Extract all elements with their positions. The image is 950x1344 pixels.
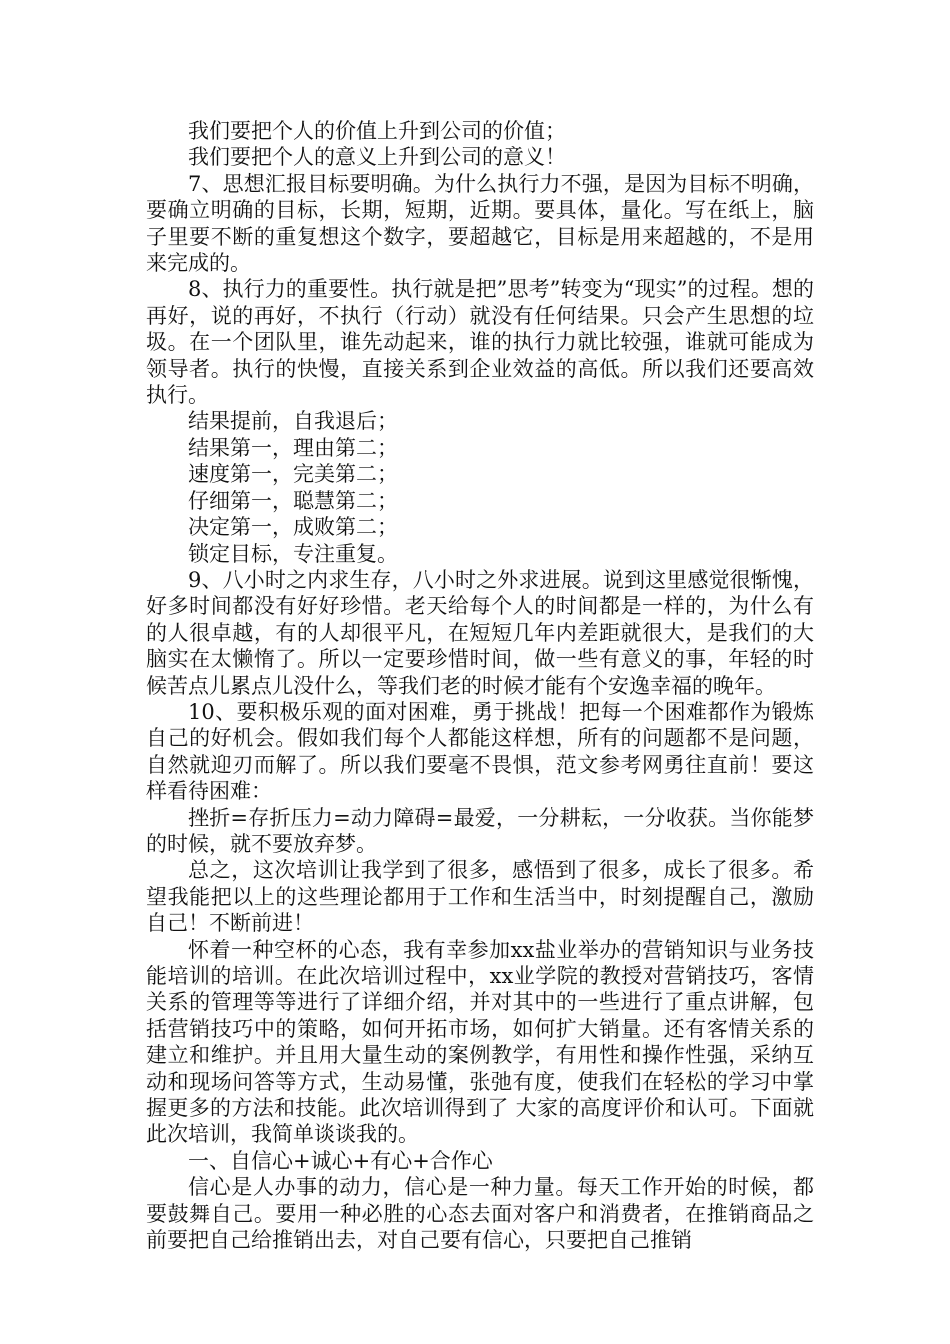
paragraph: 我们要把个人的价值上升到公司的价值； xyxy=(188,119,566,143)
paragraph: 决定第一，成败第二； xyxy=(188,515,398,540)
paragraph: 总之，这次培训让我学到了很多，感悟到了很多，成长了很多。希望我能把以上的这些理论都用于工作和生活当中，时刻提醒自己，激励自己！不断前进！ xyxy=(146,858,814,936)
paragraph: 10、要积极乐观的面对困难，勇于挑战！把每一个困难都作为锻炼自己的好机会。假如我们每个人都能这样想，所有的问题都不是问题，自然就迎刃而解了。所以我们要毫不畏惧，范文参考网勇往直前！要这样看待困难： xyxy=(146,699,814,804)
paragraph: 8、执行力的重要性。执行就是把”思考”转变为“现实”的过程。想的再好，说的再好，不执行（行动）就没有任何结果。只会产生思想的垃圾。在一个团队里，谁先动起来，谁的执行力就比较强，谁就可能成为领导者。执行的快慢，直接关系到企业效益的高低。所以我们还要高效执行。 xyxy=(146,277,814,408)
paragraph: 挫折=存折压力=动力障碍=最爱，一分耕耘，一分收获。当你能梦的时候，就不要放弃梦。 xyxy=(146,805,814,856)
paragraph: 结果第一，理由第二； xyxy=(188,435,398,460)
paragraph: 信心是人办事的动力，信心是一种力量。每天工作开始的时候，都要鼓舞自己。要用一种必胜的心态去面对客户和消费者，在推销商品之前要把自己给推销出去，对自己要有信心，只要把自己推销 xyxy=(146,1175,814,1253)
paragraph: 仔细第一，聪慧第二； xyxy=(188,488,398,513)
document-body xyxy=(146,118,814,1253)
paragraph: 9、八小时之内求生存，八小时之外求进展。说到这里感觉很惭愧，好多时间都没有好好珍惜。老天给每个人的时间都是一样的，为什么有的人很卓越，有的人却很平凡，在短短几年内差距就很大，是我们的大脑实在太懒惰了。所以一定要珍惜时间，做一些有意义的事，年轻的时候苦点儿累点儿没什么，等我们老的时候才能有个安逸幸福的晚年。 xyxy=(146,567,814,698)
paragraph: 怀着一种空杯的心态，我有幸参加xx盐业举办的营销知识与业务技能培训的培训。在此次培训过程中，xx业学院的教授对营销技巧，客情关系的管理等等进行了详细介绍，并对其中的一些进行了重点讲解，包括营销技巧中的策略，如何开拓市场，如何扩大销量。还有客情关系的建立和维护。并且用大量生动的案例教学，有用性和操作性强，采纳互动和现场问答等方式，生动易懂，张弛有度，使我们在轻松的学习中掌握更多的方法和技能。此次培训得到了 大家的高度评价和认可。下面就此次培训，我简单谈谈我的。 xyxy=(146,937,814,1147)
paragraph: 速度第一，完美第二； xyxy=(188,462,398,487)
paragraph: 结果提前，自我退后； xyxy=(188,409,398,434)
paragraph: 7、思想汇报目标要明确。为什么执行力不强，是因为目标不明确，要确立明确的目标，长期，短期，近期。要具体，量化。写在纸上，脑子里要不断的重复想这个数字，要超越它，目标是用来超越的，不是用来完成的。 xyxy=(146,171,814,276)
section-heading: 一、自信心+诚心+有心+合作心 xyxy=(188,1148,493,1173)
paragraph: 我们要把个人的意义上升到公司的意义！ xyxy=(188,145,566,170)
paragraph: 锁定目标，专注重复。 xyxy=(188,541,398,566)
